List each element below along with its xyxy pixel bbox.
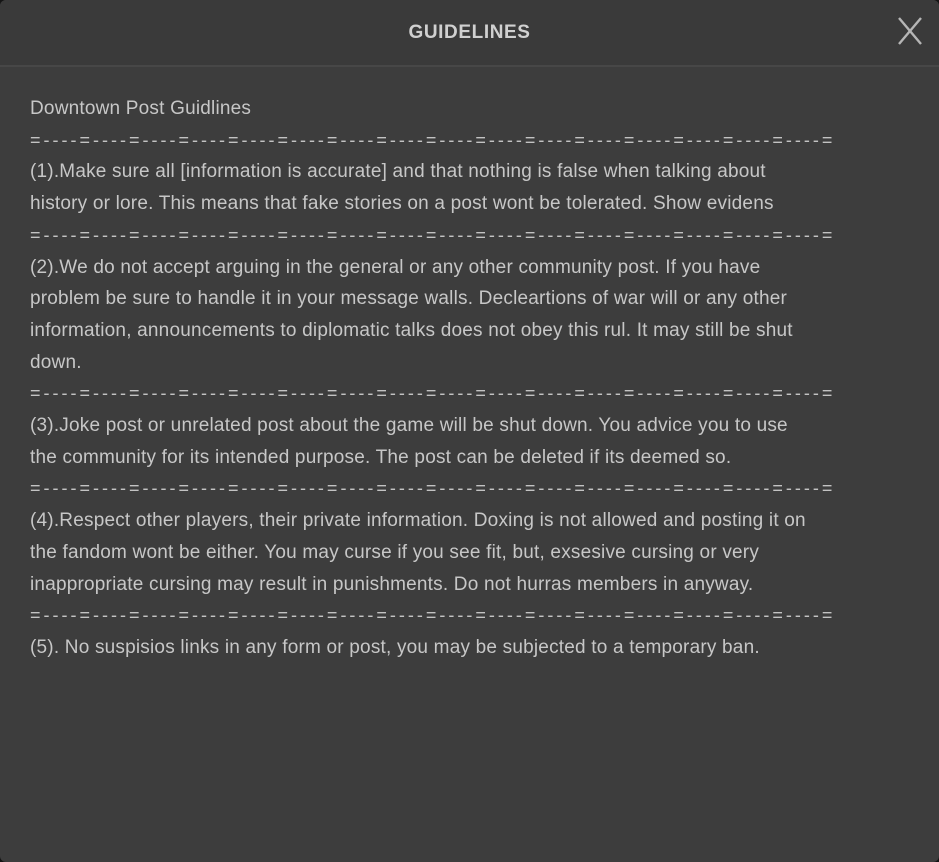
separator: =----=----=----=----=----=----=----=----=----=----=----=----=----=----=----=----= <box>30 224 836 245</box>
modal-header <box>0 0 939 67</box>
rule-3-line: (3).Joke post or unrelated post about the game will be shut down. You advice you to use <box>30 415 788 437</box>
separator: =----=----=----=----=----=----=----=----=----=----=----=----=----=----=----=----= <box>30 383 836 404</box>
separator: =----=----=----=----=----=----=----=----=----=----=----=----=----=----=----=----= <box>30 478 836 499</box>
guidelines-heading: Downtown Post Guidlines <box>30 98 252 119</box>
modal-title: GUIDELINES <box>408 21 531 43</box>
rule-5-line: (5). No suspisios links in any form or post, you may be subjected to a temporary ban. <box>30 636 760 658</box>
rule-4-line: the fandom wont be either. You may curse if you see fit, but, exsesive cursing or very <box>30 541 760 563</box>
rule-2-line: (2).We do not accept arguing in the general or any other community post. If you have <box>30 256 761 278</box>
rule-2-line: down. <box>30 351 82 373</box>
close-icon <box>895 16 925 46</box>
rule-1-line: (1).Make sure all [information is accurate] and that nothing is false when talking about <box>30 161 766 183</box>
separator: =----=----=----=----=----=----=----=----=----=----=----=----=----=----=----=----= <box>30 129 836 150</box>
rule-2-line: information, announcements to diplomatic talks does not obey this rul. It may still be shut <box>30 319 793 341</box>
close-button[interactable] <box>893 14 927 48</box>
guidelines-body <box>0 67 939 664</box>
rule-4-line: inappropriate cursing may result in punishments. Do not hurras members in anyway. <box>30 573 754 595</box>
rule-4-line: (4).Respect other players, their private information. Doxing is not allowed and posting it on <box>30 510 806 532</box>
rule-2-line: problem be sure to handle it in your message walls. Decleartions of war will or any other <box>30 288 788 310</box>
rule-3-line: the community for its intended purpose. The post can be deleted if its deemed so. <box>30 446 732 468</box>
rule-1-line: history or lore. This means that fake stories on a post wont be tolerated. Show evidens <box>30 193 774 215</box>
separator: =----=----=----=----=----=----=----=----=----=----=----=----=----=----=----=----= <box>30 605 836 626</box>
